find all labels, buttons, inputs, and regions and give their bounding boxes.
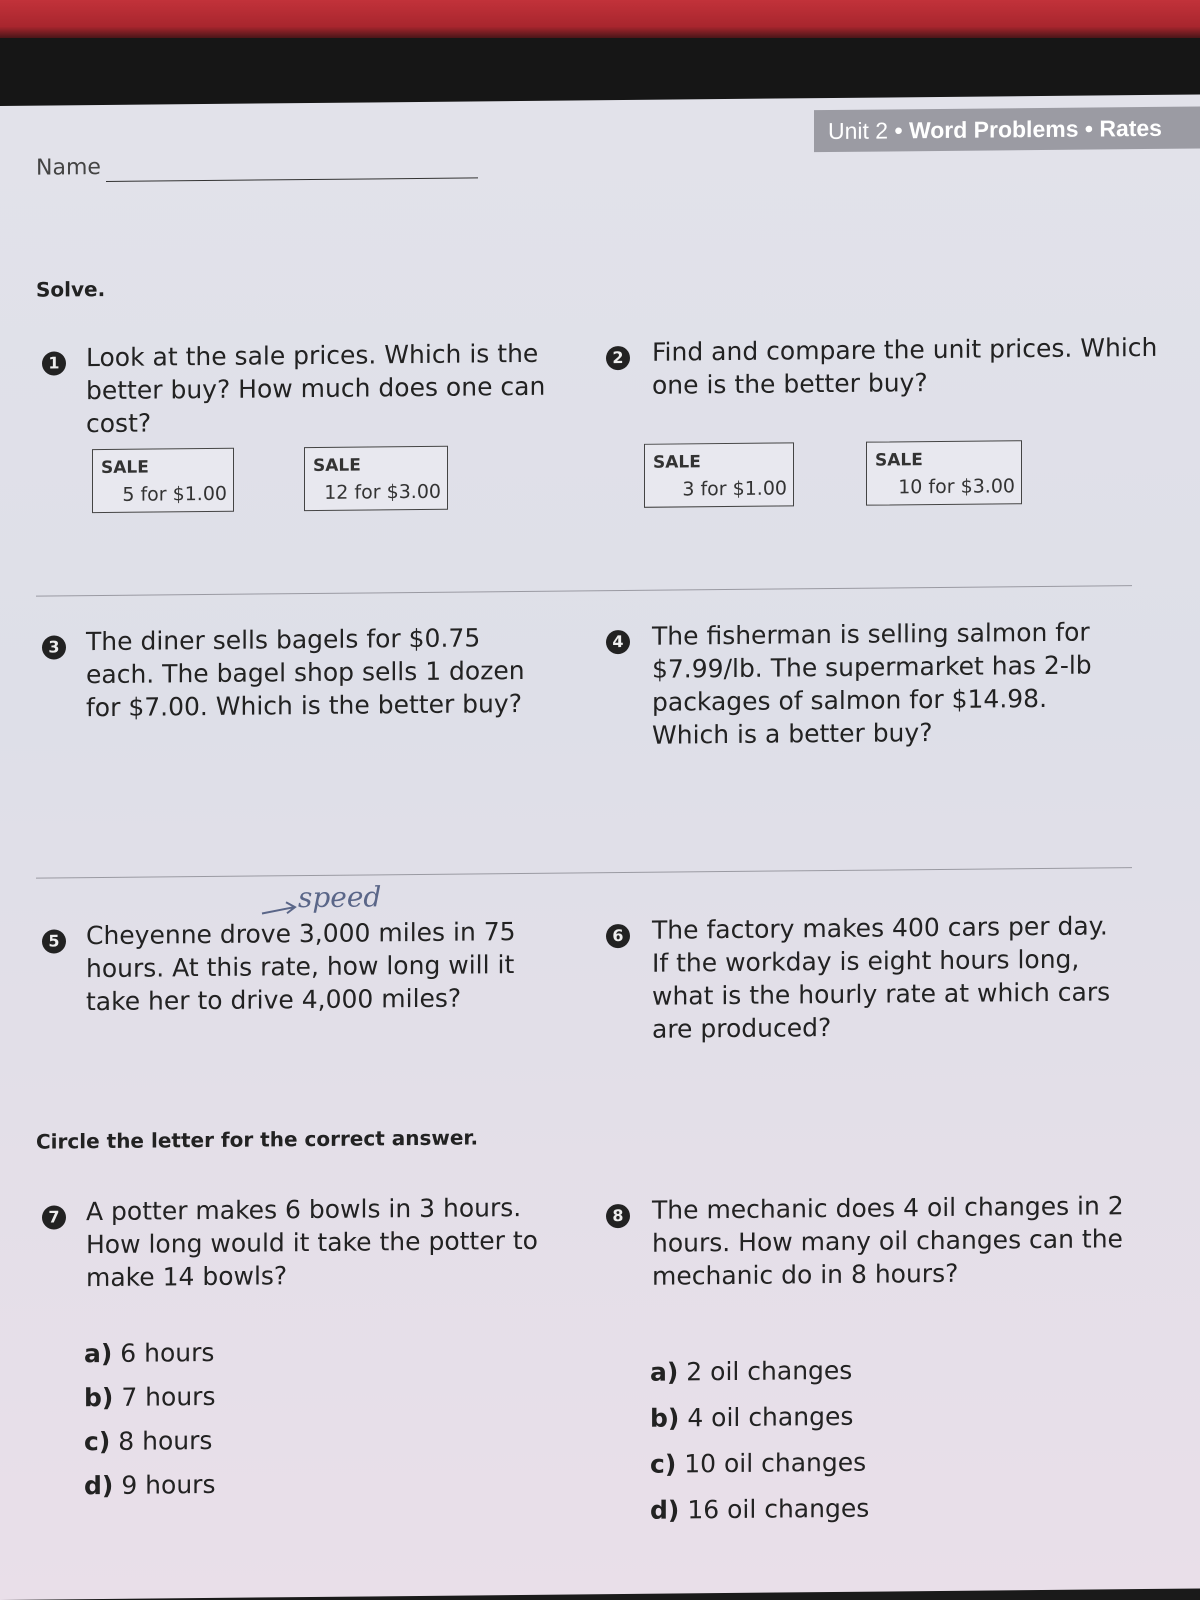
subtopic-label: Rates — [1099, 114, 1162, 142]
sale-box — [866, 440, 1022, 505]
option-letter: b) — [84, 1382, 114, 1413]
sale-label: SALE — [101, 457, 149, 479]
sale-box — [644, 442, 794, 507]
problem-6-text: The factory makes 400 cars per day. If the workday is eight hours long, what is the hourly rate at which cars are produced? — [652, 911, 1111, 1044]
option-text: 9 hours — [121, 1469, 216, 1500]
answer-option[interactable] — [650, 1356, 852, 1387]
problem-7-number: 7 — [42, 1205, 66, 1229]
circle-instruction: Circle the letter for the correct answer. — [36, 1125, 479, 1154]
answer-option[interactable] — [84, 1382, 215, 1412]
sale-label: SALE — [653, 452, 701, 473]
option-letter: a) — [650, 1357, 679, 1387]
sale-price: 12 for $3.00 — [324, 480, 441, 504]
sale-box — [92, 448, 234, 513]
answer-option[interactable] — [84, 1338, 214, 1368]
answer-option[interactable] — [84, 1470, 215, 1500]
sale-price: 5 for $1.00 — [122, 482, 227, 506]
problem-1-number: 1 — [42, 351, 66, 375]
handwritten-note: speed — [298, 880, 382, 915]
problem-2-number: 2 — [606, 346, 630, 370]
problem-3-number: 3 — [42, 635, 66, 659]
option-letter: d) — [84, 1470, 114, 1501]
option-text: 8 hours — [118, 1425, 213, 1456]
problem-5-number: 5 — [42, 929, 66, 953]
problem-8-number: 8 — [606, 1204, 630, 1228]
answer-option[interactable] — [650, 1402, 853, 1433]
unit-banner: Unit 2 • Word Problems • Rates — [814, 106, 1200, 152]
option-letter: c) — [84, 1426, 111, 1457]
name-field-line[interactable] — [106, 177, 478, 182]
topic-label: Word Problems — [908, 115, 1079, 144]
problem-8-text: The mechanic does 4 oil changes in 2 hours. How many oil changes can the mechanic do in 8 hours? — [652, 1191, 1124, 1291]
option-text: 10 oil changes — [684, 1447, 867, 1479]
option-text: 4 oil changes — [687, 1401, 854, 1433]
sale-label: SALE — [875, 450, 923, 471]
answer-option[interactable] — [650, 1448, 866, 1479]
sale-box — [304, 446, 448, 511]
option-letter: a) — [84, 1338, 113, 1369]
problem-5-text: Cheyenne drove 3,000 miles in 75 hours. At this rate, how long will it take her to drive 4,000 miles? — [86, 917, 516, 1017]
sale-label: SALE — [313, 455, 361, 476]
answer-option[interactable] — [84, 1426, 212, 1456]
option-letter: b) — [650, 1403, 680, 1433]
option-text: 6 hours — [120, 1337, 215, 1368]
answer-option[interactable] — [650, 1494, 869, 1525]
option-letter: c) — [650, 1449, 677, 1479]
option-text: 7 hours — [121, 1381, 216, 1412]
problem-6-number: 6 — [606, 924, 630, 948]
name-label: Name — [36, 155, 101, 181]
problem-1-text: Look at the sale prices. Which is the better buy? How much does one can cost? — [86, 338, 546, 439]
option-text: 2 oil changes — [686, 1355, 853, 1387]
problem-2-text: Find and compare the unit prices. Which one is the better buy? — [652, 332, 1158, 400]
problem-4-number: 4 — [606, 630, 630, 654]
sale-price: 10 for $3.00 — [898, 475, 1015, 499]
worksheet-page — [0, 94, 1200, 1600]
option-letter: d) — [650, 1495, 680, 1525]
section-divider — [36, 867, 1132, 879]
unit-label: Unit 2 — [828, 117, 889, 145]
option-text: 16 oil changes — [687, 1493, 870, 1525]
sale-price: 3 for $1.00 — [682, 477, 787, 501]
problem-7-text: A potter makes 6 bowls in 3 hours. How long would it take the potter to make 14 bowls? — [86, 1192, 538, 1293]
problem-3-text: The diner sells bagels for $0.75 each. The bagel shop sells 1 dozen for $7.00. Which is the better buy? — [86, 623, 525, 723]
problem-4-text: The fisherman is selling salmon for $7.99/lb. The supermarket has 2-lb packages of salmon for $14.98. Which is a better buy? — [652, 617, 1092, 750]
solve-instruction: Solve. — [36, 276, 106, 302]
background-red-strip — [0, 0, 1200, 38]
section-divider — [36, 585, 1132, 597]
